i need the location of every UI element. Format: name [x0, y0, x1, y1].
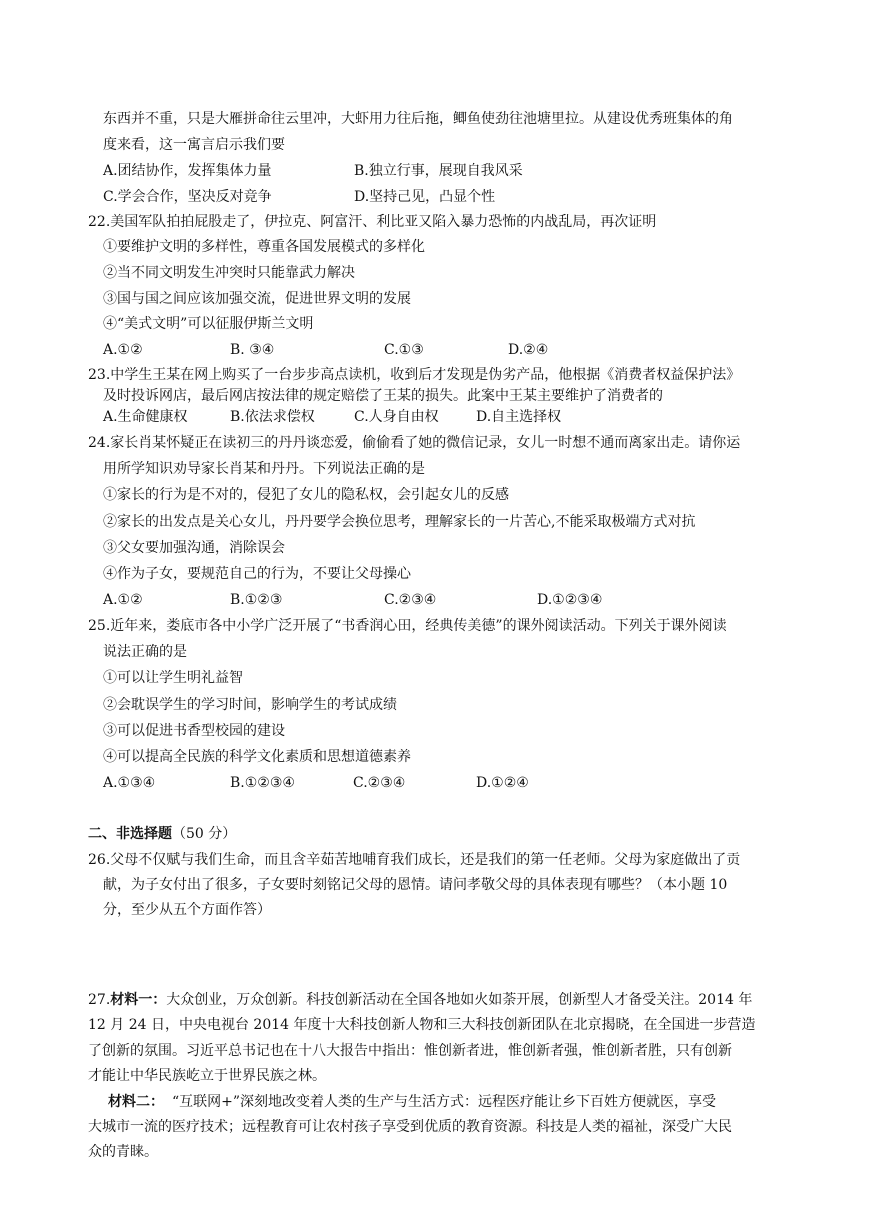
q24-item-2: ②家长的出发点是关心女儿，丹丹要学会换位思考，理解家长的一片苦心,不能采取极端方式对抗: [103, 514, 696, 530]
q23-option-d: D.自主选择权: [476, 409, 562, 425]
q26-stem-line-2: 献，为子女付出了很多，子女要时刻铭记父母的恩情。请问孝敬父母的具体表现有哪些？（本小题 10: [103, 877, 728, 893]
q24-option-d: D.①②③④: [537, 592, 603, 608]
q22-option-b: B. ③④: [230, 342, 275, 358]
q22-item-2: ②当不同文明发生冲突时只能靠武力解决: [103, 265, 355, 281]
section-title: 二、非选择题: [88, 826, 172, 842]
q24-option-b: B.①②③: [230, 592, 283, 608]
q24-item-1: ①家长的行为是不对的，侵犯了女儿的隐私权，会引起女儿的反感: [103, 487, 509, 503]
q27-material-1-line-2: 12 月 24 日，中央电视台 2014 年度十大科技创新人物和三大科技创新团队在北京揭晓，在全国进一步营造: [88, 1017, 756, 1033]
q25-option-b: B.①②③④: [230, 775, 295, 791]
q24-item-4: ④作为子女，要规范自己的行为，不要让父母操心: [103, 566, 411, 582]
q23-stem-line-1: 23.中学生王某在网上购买了一台步步高点读机，收到后才发现是伪劣产品，他根据《消费者权益保护法》: [88, 367, 741, 383]
q25-item-2: ②会耽误学生的学习时间，影响学生的考试成绩: [103, 697, 397, 713]
q22-option-a: A.①②: [103, 342, 143, 358]
q25-item-1: ①可以让学生明礼益智: [103, 670, 243, 686]
q25-stem-line-2: 说法正确的是: [103, 644, 187, 660]
q27-number: 27.: [88, 992, 111, 1008]
q23-option-c: C.人身自由权: [354, 409, 439, 425]
q27-material-2-label: 材料二：: [108, 1094, 164, 1110]
q27-material-2-line-2: 大城市一流的医疗技术；远程教育可让农村孩子享受到优质的教育资源。科技是人类的福祉，深受广大民: [88, 1119, 732, 1135]
q27-material-2-line-1: [108, 1090, 716, 1114]
q21-stem-line-2: 度来看，这一寓言启示我们要: [103, 137, 285, 153]
q23-option-a: A.生命健康权: [103, 409, 188, 425]
q24-item-3: ③父女要加强沟通，消除误会: [103, 540, 285, 556]
q27-material-2-line-3: 众的青睐。: [88, 1144, 158, 1160]
q22-item-1: ①要维护文明的多样性，尊重各国发展模式的多样化: [103, 239, 425, 255]
q25-option-d: D.①②④: [476, 775, 529, 791]
q22-stem: 22.美国军队拍拍屁股走了，伊拉克、阿富汗、利比亚又陷入暴力恐怖的内战乱局，再次证明: [88, 214, 657, 230]
q23-stem-line-2: 及时投诉网店，最后网店按法律的规定赔偿了王某的损失。此案中王某主要维护了消费者的: [103, 388, 663, 404]
q26-stem-line-1: 26.父母不仅赋与我们生命，而且含辛茹苦地哺育我们成长，还是我们的第一任老师。父母为家庭做出了贡: [88, 852, 741, 868]
q27-material-1-line-1: [88, 988, 752, 1012]
q22-item-4: ④“美式文明”可以征服伊斯兰文明: [103, 316, 314, 332]
q21-option-d: D.坚持己见，凸显个性: [354, 189, 496, 205]
q24-stem-line-2: 用所学知识劝导家长肖某和丹丹。下列说法正确的是: [103, 461, 425, 477]
q27-material-1-line-3: 了创新的氛围。习近平总书记也在十八大报告中指出：惟创新者进，惟创新者强，惟创新者胜，只有创新: [88, 1043, 732, 1059]
q25-item-3: ③可以促进书香型校园的建设: [103, 723, 285, 739]
q21-option-c: C.学会合作，坚决反对竞争: [103, 189, 272, 205]
q27-material-1-text: 大众创业，万众创新。科技创新活动在全国各地如火如荼开展，创新型人才备受关注。2014 年: [166, 992, 753, 1008]
q24-option-c: C.②③④: [384, 592, 437, 608]
q27-material-1-label: 材料一：: [110, 992, 167, 1008]
section-score: （50 分）: [172, 826, 237, 842]
q24-option-a: A.①②: [103, 592, 143, 608]
q27-material-2-text: “互联网+”深刻地改变着人类的生产与生活方式：远程医疗能让乡下百姓方便就医，享受: [172, 1094, 717, 1110]
q21-option-a: A.团结协作，发挥集体力量: [103, 163, 272, 179]
q25-option-a: A.①③④: [103, 775, 156, 791]
q22-item-3: ③国与国之间应该加强交流，促进世界文明的发展: [103, 291, 411, 307]
q21-stem-line-1: 东西并不重，只是大雁拼命往云里冲，大虾用力往后拖，鲫鱼使劲往池塘里拉。从建设优秀班集体的角: [103, 111, 733, 127]
q25-item-4: ④可以提高全民族的科学文化素质和思想道德素养: [103, 749, 411, 765]
section-heading: [88, 822, 236, 846]
q24-stem-line-1: 24.家长肖某怀疑正在读初三的丹丹谈恋爱，偷偷看了她的微信记录，女儿一时想不通而离家出走。请你运: [88, 435, 741, 451]
q26-stem-line-3: 分，至少从五个方面作答）: [103, 902, 271, 918]
q22-option-d: D.②④: [508, 342, 549, 358]
q25-stem-line-1: 25.近年来，娄底市各中小学广泛开展了“书香润心田，经典传美德”的课外阅读活动。下列关于课外阅读: [88, 618, 727, 634]
q23-option-b: B.依法求偿权: [230, 409, 315, 425]
q25-option-c: C.②③④: [353, 775, 406, 791]
q22-option-c: C.①③: [384, 342, 424, 358]
q21-option-b: B.独立行事，展现自我风采: [354, 163, 523, 179]
q27-material-1-line-4: 才能让中华民族屹立于世界民族之林。: [88, 1068, 326, 1084]
